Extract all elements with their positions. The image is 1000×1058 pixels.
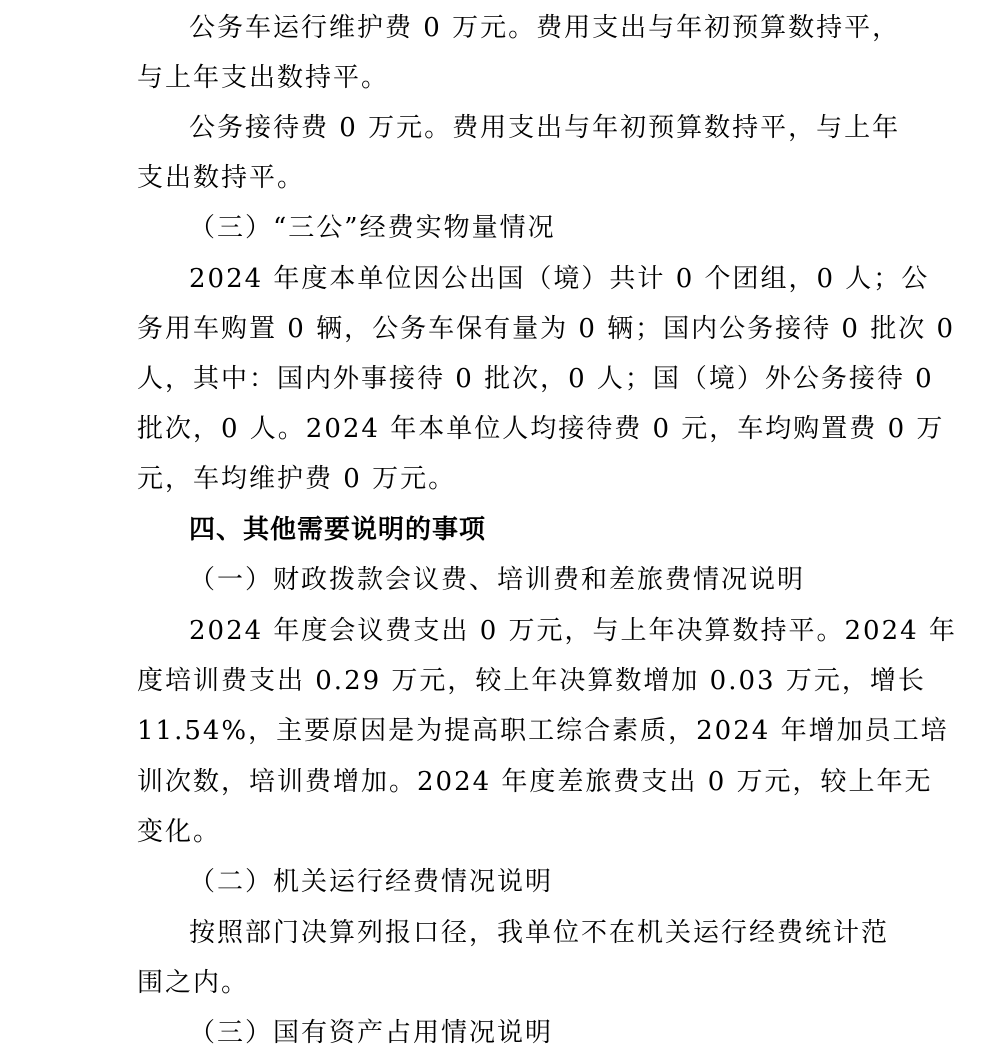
chapter-heading: 四、其他需要说明的事项 bbox=[189, 515, 487, 545]
paragraph-line: 训次数，培训费增加。2024 年度差旅费支出 0 万元，较上年无 bbox=[137, 767, 933, 797]
paragraph-line: 11.54%，主要原因是为提高职工综合素质，2024 年增加员工培 bbox=[137, 716, 949, 746]
section-heading: （二）机关运行经费情况说明 bbox=[189, 867, 554, 897]
paragraph-line: 人，其中：国内外事接待 0 批次，0 人；国（境）外公务接待 0 bbox=[137, 364, 934, 394]
paragraph-line: 与上年支出数持平。 bbox=[137, 63, 390, 93]
paragraph-line: 公务车运行维护费 0 万元。费用支出与年初预算数持平， bbox=[189, 13, 901, 43]
paragraph-line: 2024 年度会议费支出 0 万元，与上年决算数持平。2024 年 bbox=[189, 616, 957, 646]
section-heading: （三）“三公”经费实物量情况 bbox=[189, 213, 556, 243]
paragraph-line: 支出数持平。 bbox=[137, 163, 306, 193]
paragraph-line: 批次，0 人。2024 年本单位人均接待费 0 元，车均购置费 0 万 bbox=[137, 414, 945, 444]
paragraph-line: 公务接待费 0 万元。费用支出与年初预算数持平，与上年 bbox=[189, 113, 901, 143]
paragraph-line: 务用车购置 0 辆，公务车保有量为 0 辆；国内公务接待 0 批次 0 bbox=[137, 314, 956, 344]
section-heading: （三）国有资产占用情况说明 bbox=[189, 1018, 554, 1048]
paragraph-line: 元，车均维护费 0 万元。 bbox=[137, 464, 457, 494]
paragraph-line: 度培训费支出 0.29 万元，较上年决算数增加 0.03 万元，增长 bbox=[137, 666, 926, 696]
paragraph-line: 围之内。 bbox=[137, 968, 250, 998]
paragraph-line: 变化。 bbox=[137, 817, 222, 847]
paragraph-line: 2024 年度本单位因公出国（境）共计 0 个团组，0 人；公 bbox=[189, 264, 930, 294]
section-heading: （一）财政拨款会议费、培训费和差旅费情况说明 bbox=[189, 565, 806, 595]
paragraph-line: 按照部门决算列报口径，我单位不在机关运行经费统计范 bbox=[189, 918, 890, 948]
